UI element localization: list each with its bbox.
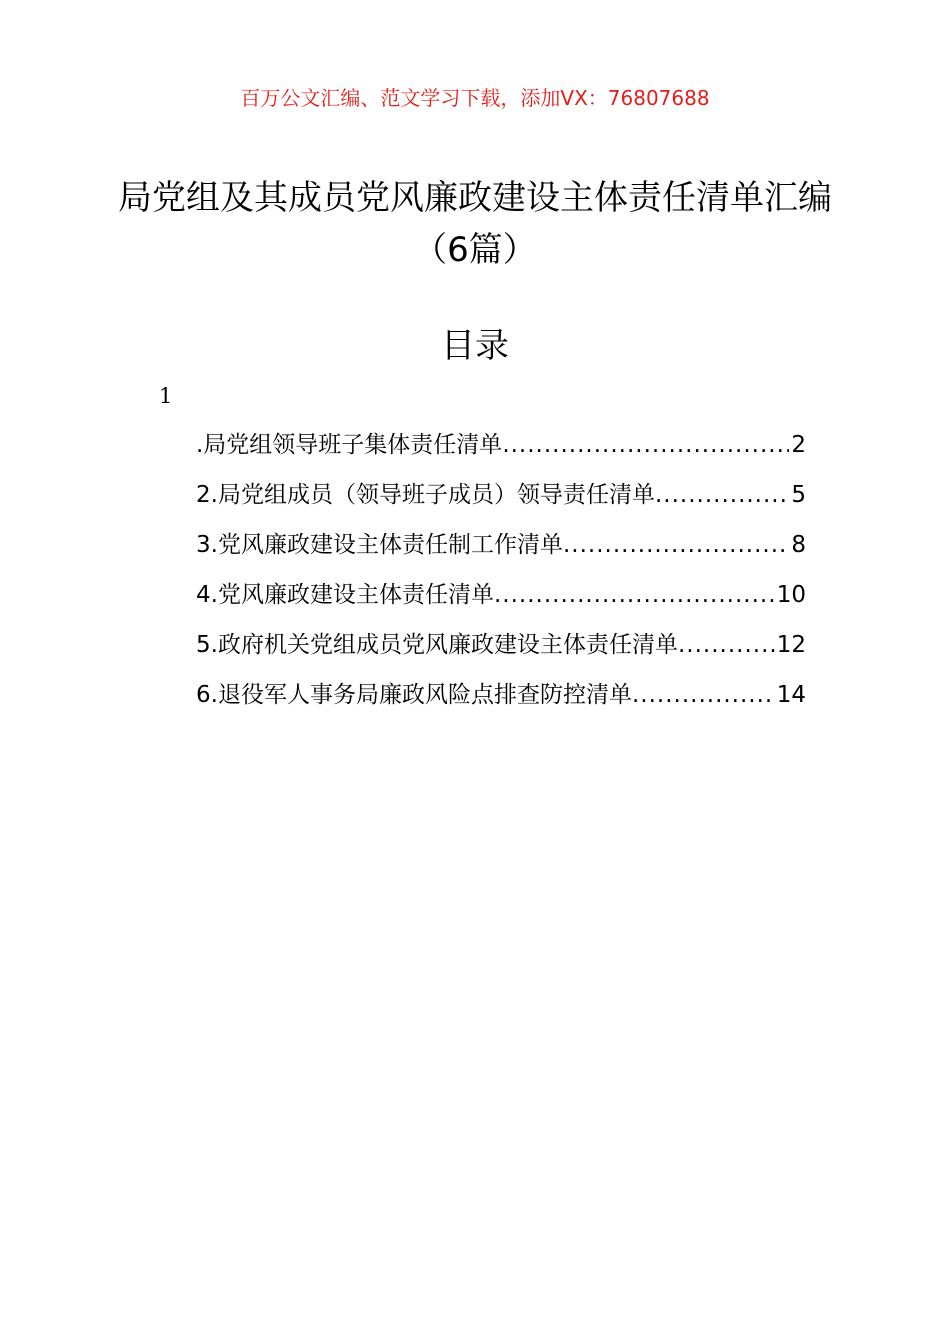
toc-entry-page: 2 (791, 432, 806, 458)
document-title: 局党组及其成员党风廉政建设主体责任清单汇编（6篇） (118, 178, 832, 270)
toc-entry-page: 5 (791, 482, 806, 508)
toc-dot-leader (494, 570, 775, 620)
toc-dot-leader (632, 670, 775, 720)
toc-entry-label: 6.退役军人事务局廉政风险点排查防控清单 (196, 682, 632, 708)
toc-entry-1[interactable] (196, 420, 806, 470)
toc-stray-number: 1 (159, 384, 173, 408)
toc-dot-leader (563, 520, 789, 570)
toc-list (196, 420, 806, 720)
toc-entry-page: 12 (776, 632, 806, 658)
toc-entry-label: 4.党风廉政建设主体责任清单 (196, 582, 494, 608)
toc-entry-label: 3.党风廉政建设主体责任制工作清单 (196, 532, 563, 558)
toc-heading: 目录 (441, 326, 509, 366)
toc-dot-leader (678, 620, 775, 670)
toc-entry-3[interactable] (196, 520, 806, 570)
toc-entry-page: 14 (776, 682, 806, 708)
toc-entry-5[interactable] (196, 620, 806, 670)
toc-entry-page: 8 (791, 532, 806, 558)
toc-entry-page: 10 (776, 582, 806, 608)
toc-entry-4[interactable] (196, 570, 806, 620)
toc-entry-2[interactable] (196, 470, 806, 520)
toc-entry-label: 2.局党组成员（领导班子成员）领导责任清单 (196, 482, 655, 508)
toc-entry-6[interactable] (196, 670, 806, 720)
toc-entry-label: .局党组领导班子集体责任清单 (196, 432, 503, 458)
toc-dot-leader (502, 420, 789, 470)
toc-entry-label: 5.政府机关党组成员党风廉政建设主体责任清单 (196, 632, 678, 658)
header-notice: 百万公文汇编、范文学习下载，添加VX：76807688 (240, 86, 710, 110)
toc-dot-leader (655, 470, 789, 520)
